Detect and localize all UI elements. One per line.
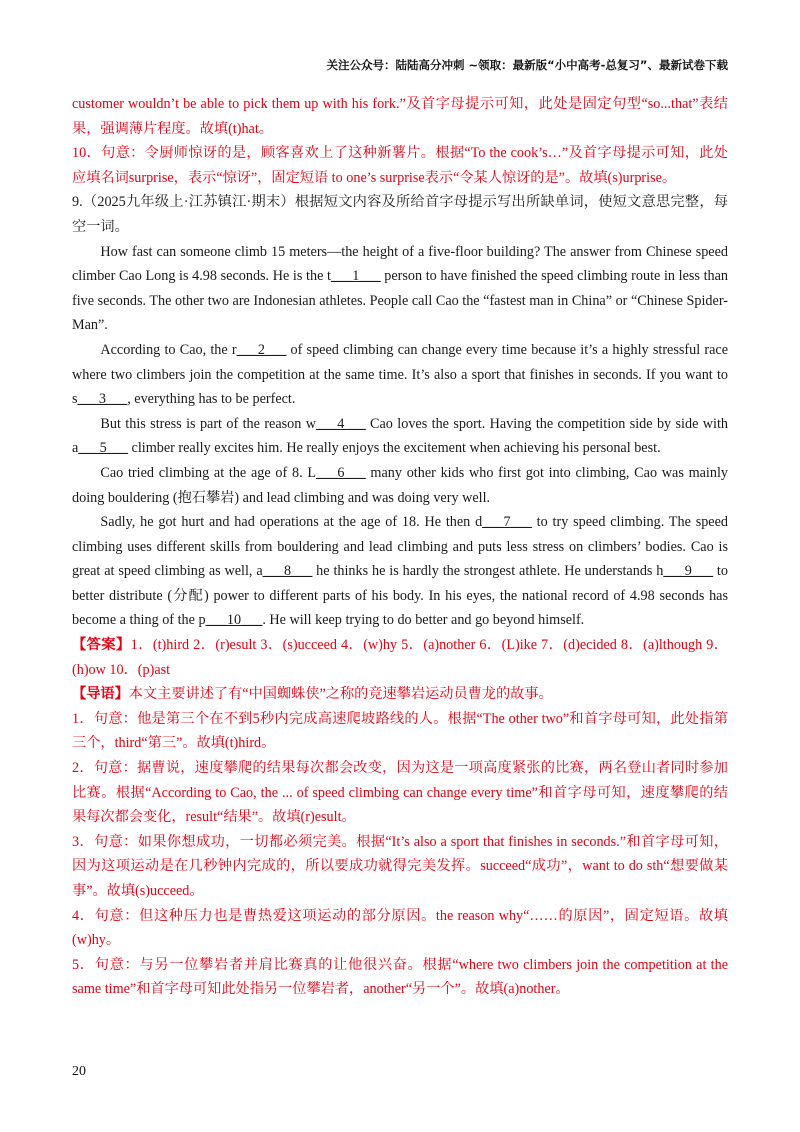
page-header: 关注公众号：陆陆高分冲刺 ~领取：最新版“小中高考-总复习”、最新试卷下载	[326, 58, 728, 72]
passage-paragraph-2	[72, 338, 728, 412]
explanation-5: 5．句意：与另一位攀岩者并肩比赛真的让他很兴奋。根据“where two climbers join the competition at the same time”和首字母可知此处指另一位攀岩者，another“另一个”。故填(a)nother。	[72, 956, 728, 998]
passage-text: Cao loves the sport. Having the competition side by side with a	[72, 415, 729, 457]
blank-10: ___10___	[205, 612, 263, 629]
passage-text: climber really excites him. He really enjoys the excitement when achieving his personal best.	[127, 440, 661, 457]
passage-paragraph-1	[72, 240, 728, 338]
page-content	[72, 92, 728, 1002]
passage-text: to better distribute (分配) power to different parts of his body. In his eyes, the national record of 4.98 seconds has become a thing of the p	[72, 563, 728, 629]
passage-text: he thinks he is hardly the strongest athlete. He understands h	[312, 563, 664, 580]
passage-text: person to have finished the speed climbing route in less than five seconds. The other two are Indonesian athletes. People call Cao the “fastest man in China” or “Chinese Spider-Man”.	[72, 268, 728, 334]
passage-text: of speed climbing can change every time because it’s a highly stressful race where two climbers join the competition at the same time. It’s also a sport that finishes in seconds. If you want to s	[72, 341, 728, 408]
guide-label: 【导语】	[72, 686, 129, 703]
page-number: 20	[72, 1064, 86, 1079]
blank-8: ___8___	[262, 563, 313, 580]
explanation-2: 2．句意：据曹说，速度攀爬的结果每次都会改变，因为这是一项高度紧张的比赛，两名登山者同时参加比赛。根据“According to Cao, the ... of speed climbing can change every time”和首字母可知，速度攀爬的结果每次都会变化，result“结果”。故填(r)esult。	[72, 760, 728, 826]
guide-text: 本文主要讲述了有“中国蜘蛛侠”之称的竞速攀岩运动员曹龙的故事。	[128, 686, 553, 703]
passage-text: According to Cao, the r	[100, 341, 237, 358]
passage-text: . He will keep trying to do better and go beyond himself.	[262, 612, 585, 629]
answer-text: 1．(t)hird 2．(r)esult 3．(s)ucceed 4．(w)hy 5．(a)nother 6．(L)ike 7．(d)ecided 8．(a)lthough 9．(h)ow 10．(p)ast	[72, 637, 728, 678]
passage-paragraph-3	[72, 412, 728, 461]
explanation-3: 3．句意：如果你想成功，一切都必须完美。根据“It’s also a sport that finishes in seconds.”和首字母可知，因为这项运动是在几秒钟内完成的，所以要成功就得完美发挥。succeed“成功”，want to do sth“想要做某事”。故填(s)ucceed。	[72, 833, 728, 899]
blank-3: ___3___	[77, 391, 128, 408]
blank-6: ___6___	[316, 464, 366, 481]
blank-1: ___1___	[330, 268, 381, 285]
explanation-4: 4．句意：但这种压力也是曹热爱这项运动的部分原因。the reason why“……的原因”，固定短语。故填(w)hy。	[72, 907, 728, 949]
answer-block	[72, 633, 728, 682]
passage-text: , everything has to be perfect.	[127, 391, 296, 408]
passage-text: many other kids who first got into climbing, Cao was mainly doing bouldering (抱石攀岩) and lead climbing and was doing very well.	[72, 464, 728, 506]
blank-2: ___2___	[236, 341, 287, 358]
passage-paragraph-5	[72, 510, 728, 633]
passage-text: to try speed climbing. The speed climbing uses different skills from bouldering and lead climbing and puts less stress on climbers’ bodies. Cao is great at speed climbing as well, a	[72, 514, 728, 580]
blank-7: ___7___	[482, 514, 532, 531]
answer-label: 【答案】	[72, 637, 131, 654]
passage-text: Cao tried climbing at the age of 8. L	[100, 464, 317, 481]
passage-paragraph-4	[72, 461, 728, 510]
question-intro: 9.（2025九年级上·江苏镇江·期末）根据短文内容及所给首字母提示写出所缺单词，使短文意思完整，每空一词。	[72, 194, 728, 235]
blank-5: ___5___	[78, 440, 128, 457]
explanation-1: 1．句意：他是第三个在不到5秒内完成高速爬坡路线的人。根据“The other two”和首字母可知，此处指第三个，third“第三”。故填(t)hird。	[72, 710, 728, 752]
prev-explanation-9-end: customer wouldn’t be able to pick them up with his fork.”及首字母提示可知，此处是固定句型“so...that”表结果，强调薄片程度。故填(t)hat。	[72, 96, 728, 137]
blank-9: ___9___	[663, 563, 714, 580]
blank-4: ___4___	[316, 415, 366, 432]
prev-explanation-10: 10．句意：令厨师惊讶的是，顾客喜欢上了这种新薯片。根据“To the cook’s…”及首字母提示可知，此处应填名词surprise，表示“惊讶”，固定短语 to one’s surprise表示“令某人惊讶的是”。故填(s)urprise。	[72, 145, 728, 186]
passage-text: Sadly, he got hurt and had operations at the age of 18. He then d	[100, 514, 483, 531]
passage-text: But this stress is part of the reason w	[100, 415, 316, 432]
guide-block	[72, 682, 728, 707]
passage-text: How fast can someone climb 15 meters—the height of a five-floor building? The answer from Chinese speed climber Cao Long is 4.98 seconds. He is the t	[72, 243, 728, 285]
